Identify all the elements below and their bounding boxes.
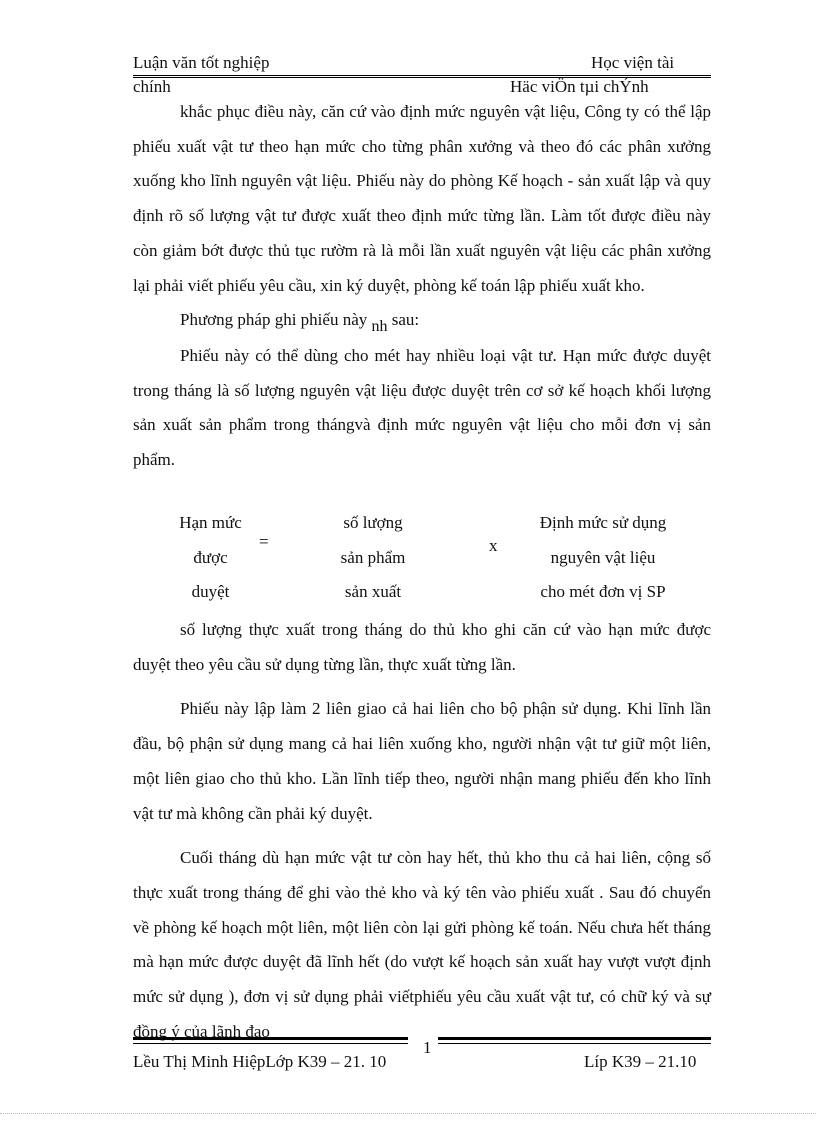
header-right-title: Học viện tài [591, 53, 675, 72]
formula-term: nguyên vật liệu [550, 547, 656, 567]
body-section-1 [133, 95, 711, 478]
formula-term: được [193, 547, 228, 567]
footer-rule-right-thin [438, 1043, 711, 1044]
paragraph-2-subscript: nh [371, 318, 388, 336]
paragraph-3: Phiếu này có thể dùng cho mét hay nhiều loại vật tư. Hạn mức được duyệt trong tháng là số lượng nguyên vật liệu được duyệt trên cơ sở kế hoạch khối lượng sản xuất sản phẩm trong thángvà định mức nguyên vật liệu cho mỗi đơn vị sản phẩm. [133, 345, 711, 470]
paragraph-1: khắc phục điều này, căn cứ vào định mức nguyên vật liệu, Công ty có thể lập phiếu xuất vật tư theo hạn mức cho từng phân xưởng và theo đó các phân xưởng xuống kho lĩnh nguyên vật liệu. Phiếu này do phòng Kế hoạch - sản xuất lập và quy định rõ số lượng vật tư được xuất theo định mức từng lần. Làm tốt được điều này còn giảm bớt được thủ tục rườm rà là mỗi lần xuất nguyên vật liệu các phân xưởng lại phải viết phiếu yêu cầu, xin ký duyệt, phòng kế toán lập phiếu xuất kho. [133, 102, 711, 295]
formula-block [133, 506, 711, 616]
formula-equals: = [259, 532, 269, 551]
formula-term: duyệt [191, 582, 230, 602]
header-left-title: Luận văn tốt nghiệp [133, 53, 270, 72]
paragraph-5: Phiếu này lập làm 2 liên giao cả hai liên cho bộ phận sử dụng. Khi lĩnh lần đầu, bộ phận sử dụng mang cả hai liên xuống kho, người nhận vật tư giữ một liên, một liên giao cho thủ kho. Lần lĩnh tiếp theo, người nhận mang phiếu đến kho lĩnh vật tư mà không cần phải ký duyệt. [133, 699, 711, 823]
formula-term: Hạn mức [179, 513, 242, 532]
header-left-subtitle: chính [133, 77, 171, 96]
page-bottom-divider [0, 1113, 816, 1114]
footer-class: Líp K39 – 21.10 [584, 1052, 697, 1071]
formula-col-norm [523, 506, 683, 610]
footer-author: Lều Thị Minh HiệpLớp K39 – 21. 10 [133, 1052, 387, 1071]
formula-col-quantity [313, 506, 433, 610]
formula-times: x [489, 536, 498, 555]
paragraph-4: số lượng thực xuất trong tháng do thủ kho ghi căn cứ vào hạn mức được duyệt theo yêu cầu sử dụng từng lần, thực xuất từng lần. [133, 620, 711, 674]
formula-col-limit [153, 506, 268, 610]
footer-rule-left-thin [133, 1043, 408, 1044]
formula-term: sản phẩm [340, 547, 406, 567]
page-number: 1 [423, 1038, 432, 1057]
formula-term: cho mét đơn vị SP [540, 582, 666, 602]
footer-rule-right [438, 1037, 711, 1040]
paragraph-2-tail: sau: [391, 310, 420, 330]
formula-term: số lượng [343, 513, 403, 532]
header-rule [133, 75, 711, 76]
formula-term: Định mức sử dụng [539, 513, 667, 532]
paragraph-2 [133, 303, 711, 339]
formula-term: sản xuất [344, 582, 402, 602]
paragraph-2-text: Phương pháp ghi phiếu này [180, 310, 368, 330]
paragraph-6: Cuối tháng dù hạn mức vật tư còn hay hết, thủ kho thu cả hai liên, cộng số thực xuất trong tháng để ghi vào thẻ kho và ký tên vào phiếu xuất . Sau đó chuyển về phòng kế hoạch một liên, một liên còn lại gửi phòng kế toán. Nếu chưa hết tháng mà hạn mức được duyệt đã lĩnh hết (do vượt kế hoạch sản xuất hay vượt vượt định mức sử dụng ), đơn vị sử dụng phải viếtphiếu yêu cầu xuất vật tư, có chữ ký và sự đồng ý của lãnh đạo [133, 848, 711, 1041]
body-section-2 [133, 613, 711, 1049]
header-right-subtitle: Häc viÖn tµi chÝnh [510, 77, 649, 96]
footer-rule-left [133, 1037, 408, 1040]
